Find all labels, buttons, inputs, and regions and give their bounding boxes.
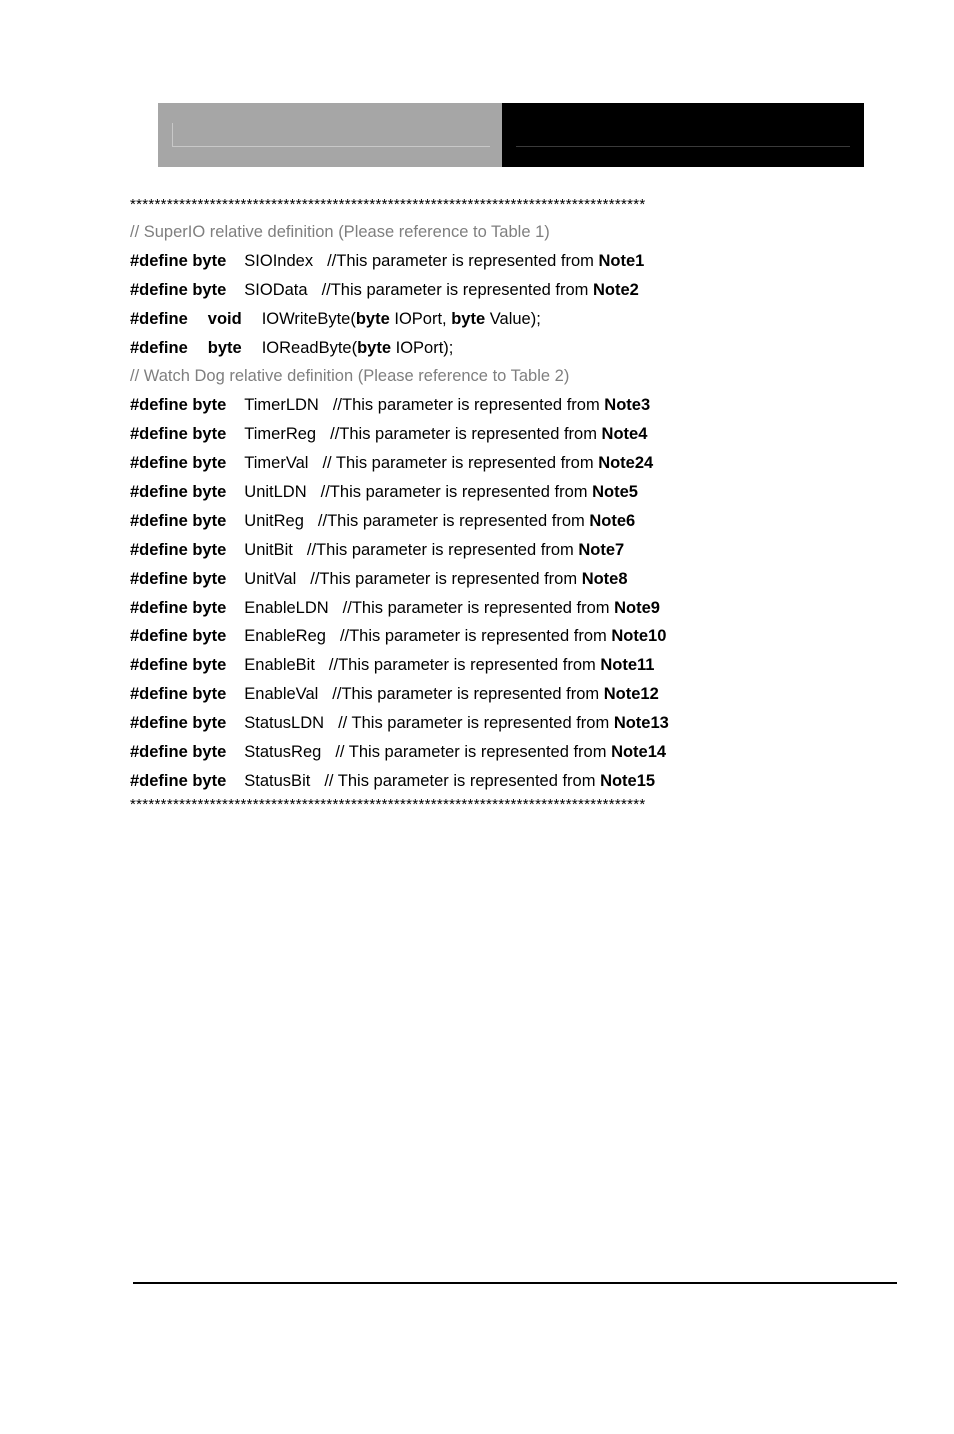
define-comment: //This parameter is represented from <box>328 656 601 675</box>
define-comment: //This parameter is represented from <box>320 483 593 502</box>
define-comment: //This parameter is represented from <box>342 598 615 617</box>
define-note: Note15 <box>600 771 656 790</box>
define-note: Note5 <box>592 483 638 502</box>
define-note: Note13 <box>613 714 669 733</box>
define-name: UnitVal <box>244 569 297 588</box>
define-prefix: #define byte <box>130 396 227 415</box>
define-row <box>130 565 830 594</box>
define-comment: // This parameter is represented from <box>335 743 612 762</box>
header-left-panel <box>158 103 502 167</box>
define-comment: //This parameter is represented from <box>332 685 604 704</box>
define-comment: //This parameter is represented from <box>327 251 599 270</box>
define-comment: //This parameter is represented from <box>332 396 605 415</box>
define-prefix: #define byte <box>130 425 227 444</box>
function-name: IOReadByte( <box>261 338 358 357</box>
define-prefix: #define byte <box>130 743 227 762</box>
arg-name: Value); <box>485 309 541 328</box>
define-name: SIOData <box>244 280 308 299</box>
define-row <box>130 767 830 796</box>
arg-name: IOPort); <box>391 338 454 357</box>
define-iowritebyte <box>130 305 830 334</box>
footer-rule <box>133 1282 897 1284</box>
define-name: EnableBit <box>244 656 315 675</box>
define-note: Note8 <box>581 569 628 588</box>
define-comment: //This parameter is represented from <box>339 627 612 646</box>
define-row <box>130 507 830 536</box>
define-row <box>130 449 830 478</box>
header-right-panel <box>502 103 864 167</box>
header-right-rule <box>516 146 850 147</box>
define-row <box>130 247 830 276</box>
define-note: Note10 <box>611 627 667 646</box>
define-name: SIOIndex <box>244 251 314 270</box>
define-name: TimerReg <box>244 425 317 444</box>
define-prefix: #define byte <box>130 540 227 559</box>
define-prefix: #define byte <box>130 454 227 473</box>
define-name: TimerVal <box>244 454 309 473</box>
separator-bottom: ************************************************************************************ <box>130 795 646 813</box>
define-prefix: #define byte <box>130 771 227 790</box>
define-row <box>130 478 830 507</box>
define-row <box>130 622 830 651</box>
define-prefix: #define byte <box>130 714 227 733</box>
define-note: Note6 <box>589 511 636 530</box>
return-type: byte <box>207 338 242 357</box>
define-name: UnitReg <box>244 511 304 530</box>
define-note: Note12 <box>603 685 659 704</box>
define-row <box>130 680 830 709</box>
define-prefix: #define byte <box>130 483 227 502</box>
define-name: StatusReg <box>244 743 322 762</box>
define-name: TimerLDN <box>244 396 319 415</box>
arg-type: byte <box>451 309 486 328</box>
arg-type: byte <box>357 338 392 357</box>
define-row <box>130 709 830 738</box>
define-comment: //This parameter is represented from <box>306 540 579 559</box>
define-note: Note4 <box>601 425 648 444</box>
define-name: EnableReg <box>244 627 326 646</box>
define-note: Note9 <box>614 598 660 617</box>
define-name: EnableVal <box>244 685 319 704</box>
define-prefix: #define byte <box>130 251 227 270</box>
define-keyword: #define <box>130 338 188 357</box>
define-prefix: #define byte <box>130 511 227 530</box>
comment-watchdog: // Watch Dog relative definition (Please reference to Table 2) <box>130 367 570 386</box>
define-note: Note7 <box>578 540 625 559</box>
define-row <box>130 594 830 623</box>
define-note: Note1 <box>598 251 645 270</box>
define-row <box>130 420 830 449</box>
comment-superio: // SuperIO relative definition (Please reference to Table 1) <box>130 223 550 241</box>
define-row <box>130 651 830 680</box>
code-listing <box>130 196 830 816</box>
define-row <box>130 391 830 420</box>
arg-type: byte <box>355 309 390 328</box>
define-comment: // This parameter is represented from <box>338 714 614 733</box>
define-prefix: #define byte <box>130 598 227 617</box>
define-prefix: #define byte <box>130 569 227 588</box>
define-comment: // This parameter is represented from <box>324 771 601 790</box>
define-comment: //This parameter is represented from <box>317 511 590 530</box>
define-comment: //This parameter is represented from <box>321 280 593 299</box>
return-type: void <box>207 309 242 328</box>
define-note: Note2 <box>593 280 639 299</box>
define-comment: //This parameter is represented from <box>330 425 602 444</box>
define-row <box>130 738 830 767</box>
define-name: UnitLDN <box>244 483 307 502</box>
define-keyword: #define <box>130 309 188 328</box>
define-name: StatusLDN <box>244 714 325 733</box>
define-row <box>130 536 830 565</box>
define-comment: //This parameter is represented from <box>310 569 582 588</box>
arg-name: IOPort, <box>389 309 452 328</box>
define-note: Note24 <box>598 454 654 473</box>
function-name: IOWriteByte( <box>261 309 356 328</box>
define-comment: // This parameter is represented from <box>322 454 599 473</box>
define-name: EnableLDN <box>244 598 329 617</box>
header-left-frame <box>172 123 490 147</box>
define-name: UnitBit <box>244 540 293 559</box>
define-prefix: #define byte <box>130 685 227 704</box>
define-note: Note3 <box>604 396 651 415</box>
separator-top: ************************************************************************************ <box>130 196 646 213</box>
page-header-band <box>158 103 864 167</box>
define-note: Note14 <box>611 743 667 762</box>
define-prefix: #define byte <box>130 627 227 646</box>
define-row <box>130 276 830 305</box>
define-name: StatusBit <box>244 771 311 790</box>
define-ioreadbyte <box>130 334 830 363</box>
define-prefix: #define byte <box>130 280 227 299</box>
define-note: Note11 <box>600 656 655 675</box>
define-prefix: #define byte <box>130 656 227 675</box>
